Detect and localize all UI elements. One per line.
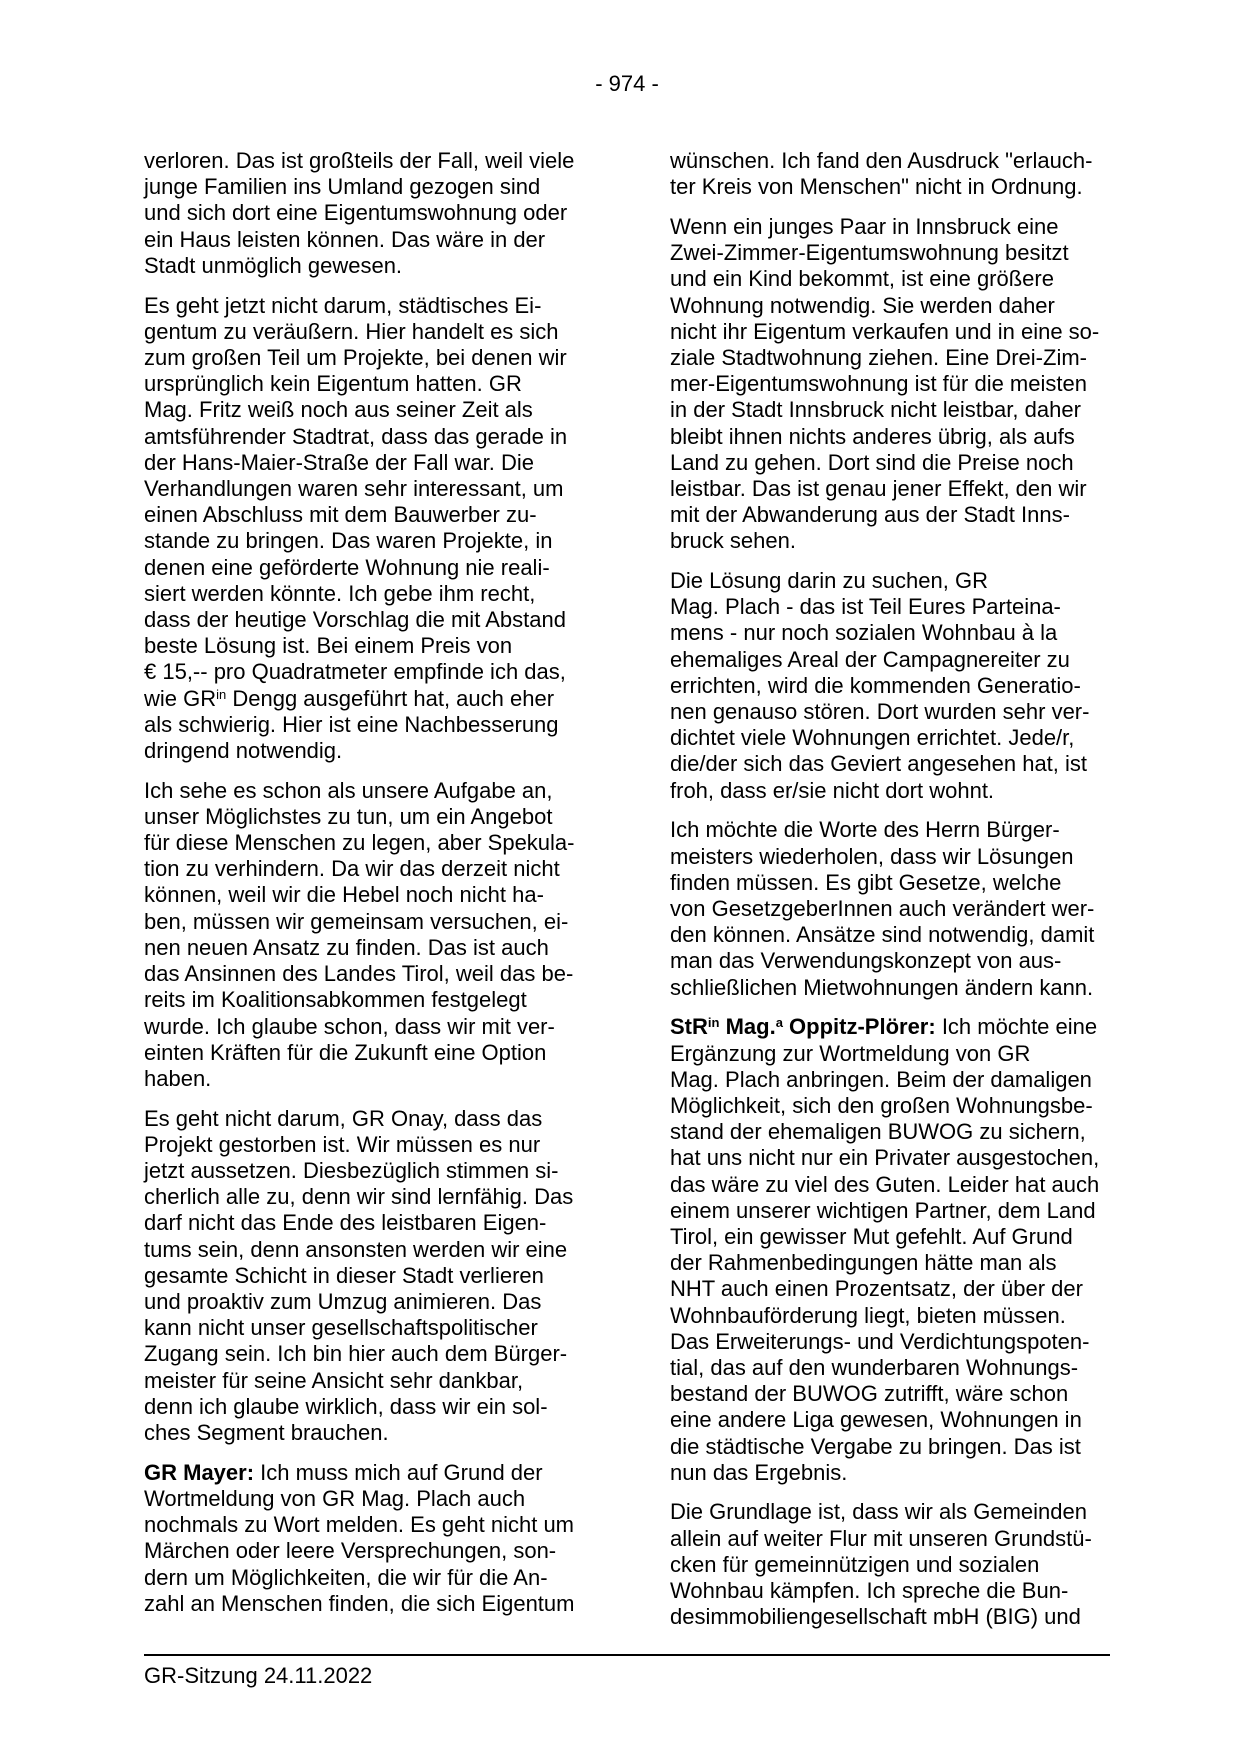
text-line [144,1237,592,1263]
text-run: kann nicht unser gesellschaftspolitischer [144,1315,538,1341]
text-line [144,909,592,935]
text-run: junge Familien ins Umland gezogen sind [144,174,541,200]
paragraph [144,293,592,765]
text-run: das Ansinnen des Landes Tirol, weil das be- [144,961,574,987]
text-run: stande zu bringen. Das waren Projekte, in [144,528,553,554]
text-line [144,1184,592,1210]
text-run: gesamte Schicht in dieser Stadt verlieren [144,1262,544,1288]
text-run: meister für seine Ansicht sehr dankbar, [144,1367,524,1393]
text-run: den können. Ansätze sind notwendig, damit [670,922,1095,948]
page-number: - 974 - [595,71,659,96]
text-line [144,633,592,659]
text-run: von GesetzgeberInnen auch verändert wer- [670,895,1095,921]
text-run: Verhandlungen waren sehr interessant, um [144,475,564,501]
text-run: können, weil wir die Hebel noch nicht ha- [144,882,544,908]
text-run: Möglichkeit, sich den großen Wohnungsbe- [670,1092,1093,1118]
text-line [144,1014,592,1040]
text-run: Wohnbau kämpfen. Ich spreche die Bun- [670,1578,1069,1604]
text-line [670,319,1118,345]
text-line [670,424,1118,450]
text-run: der Hans-Maier-Straße der Fall war. Die [144,449,535,475]
text-run: reits im Koalitionsabkommen festgelegt [144,987,527,1013]
text-line [144,1565,592,1591]
text-run: haben. [144,1065,212,1091]
text-run: nen neuen Ansatz zu finden. Das ist auch [144,934,549,960]
text-line [144,293,592,319]
text-line [670,844,1118,870]
text-line [144,227,592,253]
text-line [670,266,1118,292]
text-line [144,1512,592,1538]
text-run: cherlich alle zu, denn wir sind lernfähig. Das [144,1184,574,1210]
text-line [144,882,592,908]
text-line [144,397,592,423]
text-run: leistbar. Das ist genau jener Effekt, den wir [670,475,1087,501]
text-line [670,1145,1118,1171]
text-run: Ergänzung zur Wortmeldung von GR [670,1040,1031,1066]
text-line [670,1198,1118,1224]
text-run: dringend notwendig. [144,737,343,763]
text-run: froh, dass er/sie nicht dort wohnt. [670,777,995,803]
text-run: Es geht nicht darum, GR Onay, dass das [144,1105,543,1131]
text-run: zahl an Menschen finden, die sich Eigentum [144,1590,575,1616]
text-run: denn ich glaube wirklich, dass wir ein sol- [144,1393,548,1419]
text-run: für diese Menschen zu legen, aber Spekula- [144,830,575,856]
text-line [144,1210,592,1236]
text-run: ziale Stadtwohnung ziehen. Eine Drei-Zim- [670,344,1087,370]
speaker-name: GR Mayer: [144,1459,255,1485]
text-line [144,502,592,528]
text-run: Ich möchte eine [935,1014,1098,1040]
text-run: mens - nur noch sozialen Wohnbau à la [670,620,1058,646]
text-run: unser Möglichstes zu tun, um ein Angebot [144,803,553,829]
paragraph [144,778,592,1092]
text-line [670,450,1118,476]
speaker-name: in [707,1015,720,1031]
text-run: bleibt ihnen nichts anderes übrig, als aufs [670,423,1075,449]
text-line [670,975,1118,1001]
text-run: wie GR [144,685,217,711]
text-run: Ich möchte die Worte des Herrn Bürger- [670,817,1060,843]
text-line [670,778,1118,804]
text-line [670,1041,1118,1067]
text-run: Projekt gestorben ist. Wir müssen es nur [144,1131,541,1157]
text-line [144,987,592,1013]
text-run: und proaktiv zum Umzug animieren. Das [144,1289,542,1315]
text-run: Stadt unmöglich gewesen. [144,252,403,278]
text-line [144,174,592,200]
text-line [670,594,1118,620]
text-line [144,686,592,712]
text-run: als schwierig. Hier ist eine Nachbesserung [144,711,559,737]
text-run: denen eine geförderte Wohnung nie reali- [144,554,550,580]
text-run: nun das Ergebnis. [670,1459,848,1485]
text-run: tial, das auf den wunderbaren Wohnungs- [670,1354,1079,1380]
text-line [144,830,592,856]
text-run: Mag. Plach anbringen. Beim der damaligen [670,1066,1092,1092]
text-run: Wenn ein junges Paar in Innsbruck eine [670,213,1059,239]
text-line [144,424,592,450]
right-column [670,148,1118,1644]
text-line [144,1066,592,1092]
text-line [670,1093,1118,1119]
text-run: tion zu verhindern. Da wir das derzeit nicht [144,856,560,882]
text-run: Wohnung notwendig. Sie werden daher [670,292,1055,318]
text-line [144,1591,592,1617]
text-line [670,293,1118,319]
speaker-name: a [775,1015,783,1031]
text-line [144,1040,592,1066]
text-run: siert werden könnte. Ich gebe ihm recht, [144,580,536,606]
text-run: nicht ihr Eigentum verkaufen und in eine so- [670,318,1100,344]
text-run: Wortmeldung von GR Mag. Plach auch [144,1485,526,1511]
text-line [670,699,1118,725]
text-run: und ein Kind bekommt, ist eine größere [670,266,1054,292]
text-run: amtsführender Stadtrat, dass das gerade in [144,423,568,449]
text-run: tums sein, denn ansonsten werden wir eine [144,1236,568,1262]
text-run: bestand der BUWOG zutrifft, wäre schon [670,1381,1069,1407]
text-run: ehemaliges Areal der Campagnereiter zu [670,646,1070,672]
left-column [144,148,592,1644]
text-line [670,1224,1118,1250]
text-line [144,1158,592,1184]
text-line [144,1460,592,1486]
text-line [670,528,1118,554]
text-line [670,1250,1118,1276]
text-run: dass der heutige Vorschlag die mit Abstand [144,606,566,632]
text-line [670,1604,1118,1630]
text-run: einem unserer wichtigen Partner, dem Land [670,1197,1096,1223]
text-line [670,1355,1118,1381]
text-line [670,1407,1118,1433]
paragraph [670,214,1118,555]
text-line [144,476,592,502]
text-line [144,1341,592,1367]
text-run: bruck sehen. [670,528,796,554]
text-line [670,1526,1118,1552]
text-run: Ich sehe es schon als unsere Aufgabe an, [144,777,553,803]
text-run: die städtische Vergabe zu bringen. Das ist [670,1433,1081,1459]
text-run: Die Lösung darin zu suchen, GR [670,568,988,594]
text-line [670,1578,1118,1604]
text-line [670,647,1118,673]
paragraph [144,148,592,279]
text-line [670,568,1118,594]
text-line [144,804,592,830]
text-line [144,935,592,961]
text-run: Märchen oder leere Versprechungen, son- [144,1538,557,1564]
text-run: nochmals zu Wort melden. Es geht nicht um [144,1512,575,1538]
text-line [144,1368,592,1394]
text-run: einten Kräften für die Zukunft eine Option [144,1039,547,1065]
text-line [670,620,1118,646]
two-column-text [144,148,1118,1644]
text-line [144,148,592,174]
text-run: Land zu gehen. Dort sind die Preise noch [670,449,1074,475]
text-run: jetzt aussetzen. Diesbezüglich stimmen si- [144,1158,559,1184]
text-line [670,673,1118,699]
text-run: mer-Eigentumswohnung ist für die meisten [670,371,1087,397]
text-run: einen Abschluss mit dem Bauwerber zu- [144,502,537,528]
text-line [670,371,1118,397]
paragraph [670,1014,1118,1486]
text-line [144,856,592,882]
text-line [670,817,1118,843]
text-run: ches Segment brauchen. [144,1420,389,1446]
text-line [670,1276,1118,1302]
text-run: darf nicht das Ende des leistbaren Eigen- [144,1210,547,1236]
text-line [144,1394,592,1420]
text-line [670,948,1118,974]
text-run: dern um Möglichkeiten, die wir für die An- [144,1564,548,1590]
text-run: Mag. Plach - das ist Teil Eures Parteina- [670,594,1061,620]
text-run: Dengg ausgeführt hat, auch eher [226,685,555,711]
page-footer [144,1654,1110,1689]
text-line [144,319,592,345]
text-line [144,528,592,554]
text-line [670,751,1118,777]
text-line [670,174,1118,200]
paragraph [144,1460,592,1617]
text-line [144,1106,592,1132]
text-run: Wohnbauförderung liegt, bieten müssen. [670,1302,1066,1328]
text-run: zum großen Teil um Projekte, bei denen wir [144,344,567,370]
text-run: die/der sich das Geviert angesehen hat, ist [670,751,1088,777]
paragraph [144,1106,592,1447]
paragraph [670,148,1118,200]
text-line [670,1329,1118,1355]
text-run: ein Haus leisten können. Das wäre in der [144,226,546,252]
text-run: ter Kreis von Menschen" nicht in Ordnung. [670,174,1083,200]
text-run: Zugang sein. Ich bin hier auch dem Bürger- [144,1341,568,1367]
text-run: desimmobiliengesellschaft mbH (BIG) und [670,1604,1081,1630]
text-line [670,870,1118,896]
text-run: der Rahmenbedingungen hätte man als [670,1250,1057,1276]
text-line [144,1420,592,1446]
text-run: Zwei-Zimmer-Eigentumswohnung besitzt [670,240,1069,266]
text-run: in der Stadt Innsbruck nicht leistbar, daher [670,397,1081,423]
text-line [144,253,592,279]
text-line [670,1499,1118,1525]
text-line [144,961,592,987]
speaker-name: Oppitz-Plörer: [782,1014,936,1040]
text-line [670,1014,1118,1040]
text-run: errichten, wird die kommenden Generatio- [670,672,1081,698]
text-line [144,200,592,226]
text-line [144,659,592,685]
text-run: stand der ehemaligen BUWOG zu sichern, [670,1119,1086,1145]
text-line [670,214,1118,240]
text-run: gentum zu veräußern. Hier handelt es sich [144,318,559,344]
text-line [144,1263,592,1289]
text-line [670,922,1118,948]
text-run: das wäre zu viel des Guten. Leider hat auch [670,1171,1100,1197]
text-line [670,1119,1118,1145]
footer-label: GR-Sitzung 24.11.2022 [144,1663,373,1688]
paragraph [670,1499,1118,1630]
text-line [670,1172,1118,1198]
text-line [670,476,1118,502]
text-line [670,148,1118,174]
text-line [670,725,1118,751]
text-line [670,896,1118,922]
text-line [144,712,592,738]
text-line [670,1434,1118,1460]
text-line [144,1538,592,1564]
text-run: ben, müssen wir gemeinsam versuchen, ei- [144,908,569,934]
text-run: € 15,-- pro Quadratmeter empfinde ich das, [144,659,566,685]
text-line [670,240,1118,266]
text-run: eine andere Liga gewesen, Wohnungen in [670,1407,1082,1433]
text-line [144,607,592,633]
text-run: Mag. Fritz weiß noch aus seiner Zeit als [144,397,533,423]
text-line [144,555,592,581]
text-run: wünschen. Ich fand den Ausdruck "erlauch- [670,148,1093,173]
text-run: und sich dort eine Eigentumswohnung oder [144,200,568,226]
text-run: cken für gemeinnützigen und sozialen [670,1551,1040,1577]
text-run: meisters wiederholen, dass wir Lösungen [670,843,1074,869]
text-line [144,778,592,804]
text-run: Tirol, ein gewisser Mut gefehlt. Auf Grund [670,1223,1073,1249]
text-line [670,502,1118,528]
text-line [144,371,592,397]
speaker-name: Mag. [719,1014,776,1040]
text-run: mit der Abwanderung aus der Stadt Inns- [670,502,1070,528]
text-line [144,1486,592,1512]
text-line [670,345,1118,371]
text-line [670,1552,1118,1578]
text-run: Die Grundlage ist, dass wir als Gemeinden [670,1499,1087,1525]
text-run: Ich muss mich auf Grund der [254,1459,543,1485]
text-line [144,345,592,371]
text-run: wurde. Ich glaube schon, dass wir mit ver- [144,1013,555,1039]
text-line [670,1381,1118,1407]
text-line [670,1460,1118,1486]
text-run: Es geht jetzt nicht darum, städtisches Ei- [144,292,542,318]
text-line [670,397,1118,423]
text-line [144,1289,592,1315]
text-run: in [216,686,227,702]
text-line [144,581,592,607]
text-run: hat uns nicht nur ein Privater ausgestochen, [670,1145,1100,1171]
text-run: man das Verwendungskonzept von aus- [670,948,1062,974]
text-line [144,738,592,764]
text-line [670,1303,1118,1329]
text-line [670,1067,1118,1093]
speaker-name: StR [670,1014,708,1040]
paragraph [670,568,1118,804]
text-run: dichtet viele Wohnungen errichtet. Jede/r, [670,725,1075,751]
text-run: allein auf weiter Flur mit unseren Grundstü- [670,1525,1092,1551]
text-run: NHT auch einen Prozentsatz, der über der [670,1276,1083,1302]
text-run: finden müssen. Es gibt Gesetze, welche [670,869,1062,895]
text-line [144,1315,592,1341]
text-run: Das Erweiterungs- und Verdichtungspoten- [670,1328,1090,1354]
text-run: schließlichen Mietwohnungen ändern kann. [670,974,1094,1000]
text-run: verloren. Das ist großteils der Fall, weil viele [144,148,575,173]
text-run: nen genauso stören. Dort wurden sehr ver- [670,699,1090,725]
text-run: beste Lösung ist. Bei einem Preis von [144,633,513,659]
text-run: ursprünglich kein Eigentum hatten. GR [144,371,522,397]
text-line [144,450,592,476]
paragraph [670,817,1118,1000]
text-line [144,1132,592,1158]
